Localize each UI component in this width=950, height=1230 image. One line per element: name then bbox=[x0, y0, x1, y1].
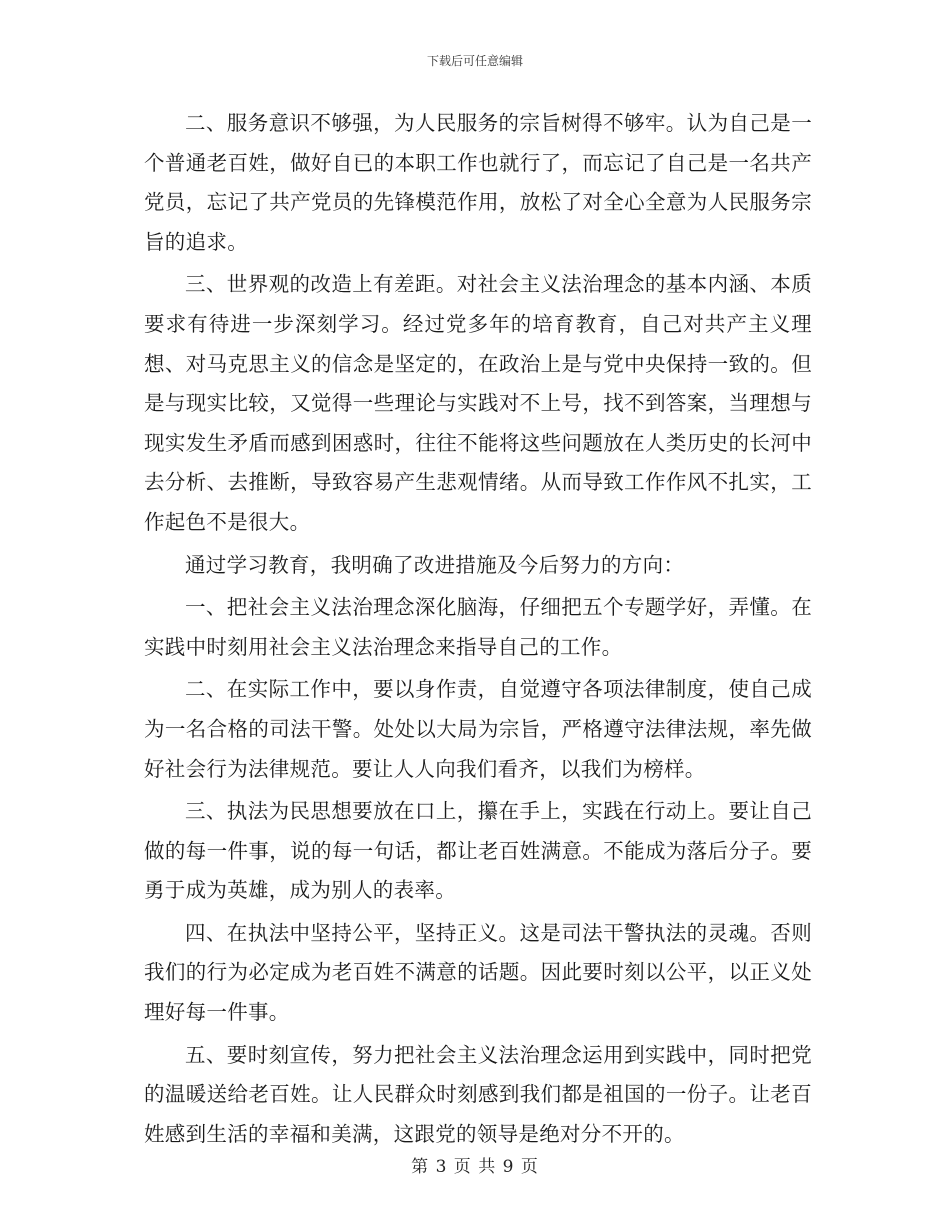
paragraph-measure-1: 一、把社会主义法治理念深化脑海，仔细把五个专题学好，弄懂。在实践中时刻用社会主义法治理念来指导自己的工作。 bbox=[144, 595, 812, 659]
paragraph-measure-2: 二、在实际工作中，要以身作责，自觉遵守各项法律制度，使自己成为一名合格的司法干警。处处以大局为宗旨，严格遵守法律法规，率先做好社会行为法律规范。要让人人向我们看齐，以我们为榜样。 bbox=[144, 677, 812, 781]
document-body bbox=[144, 104, 812, 1157]
paragraph-measure-4: 四、在执法中坚持公平，坚持正义。这是司法干警执法的灵魂。否则我们的行为必定成为老百姓不满意的话题。因此要时刻以公平，以正义处理好每一件事。 bbox=[144, 920, 812, 1025]
paragraph-measure-5: 五、要时刻宣传，努力把社会主义法治理念运用到实践中，同时把党的温暖送给老百姓。让人民群众时刻感到我们都是祖国的一份子。让老百姓感到生活的幸福和美满，这跟党的领导是绝对分不开的。 bbox=[144, 1042, 812, 1146]
paragraph-worldview: 三、世界观的改造上有差距。对社会主义法治理念的基本内涵、本质要求有待进一步深刻学习。经过党多年的培育教育，自己对共产主义理想、对马克思主义的信念是坚定的，在政治上是与党中央保持一致的。但是与现实比较，又觉得一些理论与实践对不上号，找不到答案，当理想与现实发生矛盾而感到困惑时，往往不能将这些问题放在人类历史的长河中去分析、去推断，导致容易产生悲观情绪。从而导致工作作风不扎实，工作起色不是很大。 bbox=[144, 272, 812, 534]
paragraph-measure-3: 三、执法为民思想要放在口上，攥在手上，实践在行动上。要让自己做的每一件事，说的每一句话，都让老百姓满意。不能成为落后分子。要勇于成为英雄，成为别人的表率。 bbox=[144, 799, 812, 903]
page-number-footer: 第 3 页 共 9 页 bbox=[411, 1157, 539, 1177]
page-header-note: 下载后可任意编辑 bbox=[426, 54, 523, 68]
paragraph-service-awareness: 二、服务意识不够强，为人民服务的宗旨树得不够牢。认为自己是一个普通老百姓，做好自已的本职工作也就行了，而忘记了自己是一名共产党员，忘记了共产党员的先锋模范作用，放松了对全心全意为人民服务宗旨的追求。 bbox=[144, 111, 812, 254]
paragraph-improvement-intro: 通过学习教育，我明确了改进措施及今后努力的方向： bbox=[185, 552, 685, 577]
